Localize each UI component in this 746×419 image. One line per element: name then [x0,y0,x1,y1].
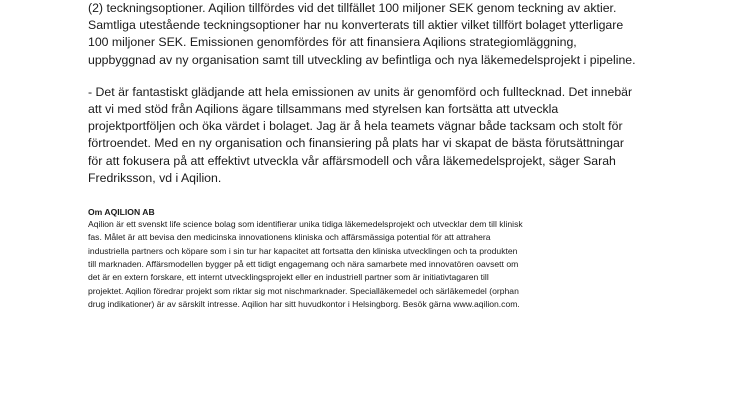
paragraph-line: för att fokusera på att effektivt utveckla vår affärsmodell och våra läkemedelsprojekt, säger Sarah [88,153,616,168]
document-page [88,0,668,311]
about-line: Aqilion är ett svenskt life science bolag som identifierar unika tidiga läkemedelsprojekt och utvecklar dem till klinisk [88,219,523,230]
paragraph-line: projektportföljen och öka värdet i bolaget. Jag är å hela teamets vägnar både tacksam och stolt för [88,119,623,134]
about-text [88,218,668,311]
paragraph-line: förtroendet. Med en ny organisation och finansiering på plats har vi skapat de bästa förutsättningar [88,136,624,151]
paragraph-line: Samtliga utestående teckningsoptioner har nu konverterats till aktier vilket tillfört bolaget ytterligare [88,18,624,33]
paragraph-line: - Det är fantastiskt glädjande att hela emissionen av units är genomförd och fulltecknad. Det innebär [88,84,633,99]
paragraph-line: uppbyggnad av ny organisation samt till utveckling av befintliga och nya läkemedelsprojekt i pipeline. [88,52,636,67]
paragraph-line: Fredriksson, vd i Aqilion. [88,170,222,185]
about-heading: Om AQILION AB [88,207,155,218]
paragraph-line: att vi med stöd från Aqilions ägare tillsammans med styrelsen kan fortsätta att utveckla [88,102,559,117]
paragraph-line: (2) teckningsoptioner. Aqilion tillfördes vid det tillfället 100 miljoner SEK genom teckning av aktier. [88,1,617,15]
about-line: industriella partners och köpare som i sin tur har kapacitet att fortsatta den kliniska utvecklingen och ta produkten [88,245,518,256]
about-section [88,206,668,311]
about-line: projektet. Aqilion föredrar projekt som riktar sig mot nischmarknader. Specialläkemedel och särläkemedel (orphan [88,285,519,296]
paragraph-line: 100 miljoner SEK. Emissionen genomfördes för att finansiera Aqilions strategiomläggning, [88,35,577,50]
about-line: till marknaden. Affärsmodellen bygger på ett tidigt engagemang och nära samarbete med innovatören oavsett om [88,258,519,269]
paragraph-ceo-quote [88,84,668,187]
paragraph-financing [88,0,668,69]
about-line: fas. Målet är att bevisa den medicinska innovationens kliniska och affärsmässiga potential för att attrahera [88,232,491,243]
about-line: drug indikationer) är av särskilt intresse. Aqilion har sitt huvudkontor i Helsingborg. Besök gärna www.aqilion.com. [88,298,520,309]
about-line: det är en extern forskare, ett internt utvecklingsprojekt eller en industriell partner som är initiativtagaren till [88,272,489,283]
